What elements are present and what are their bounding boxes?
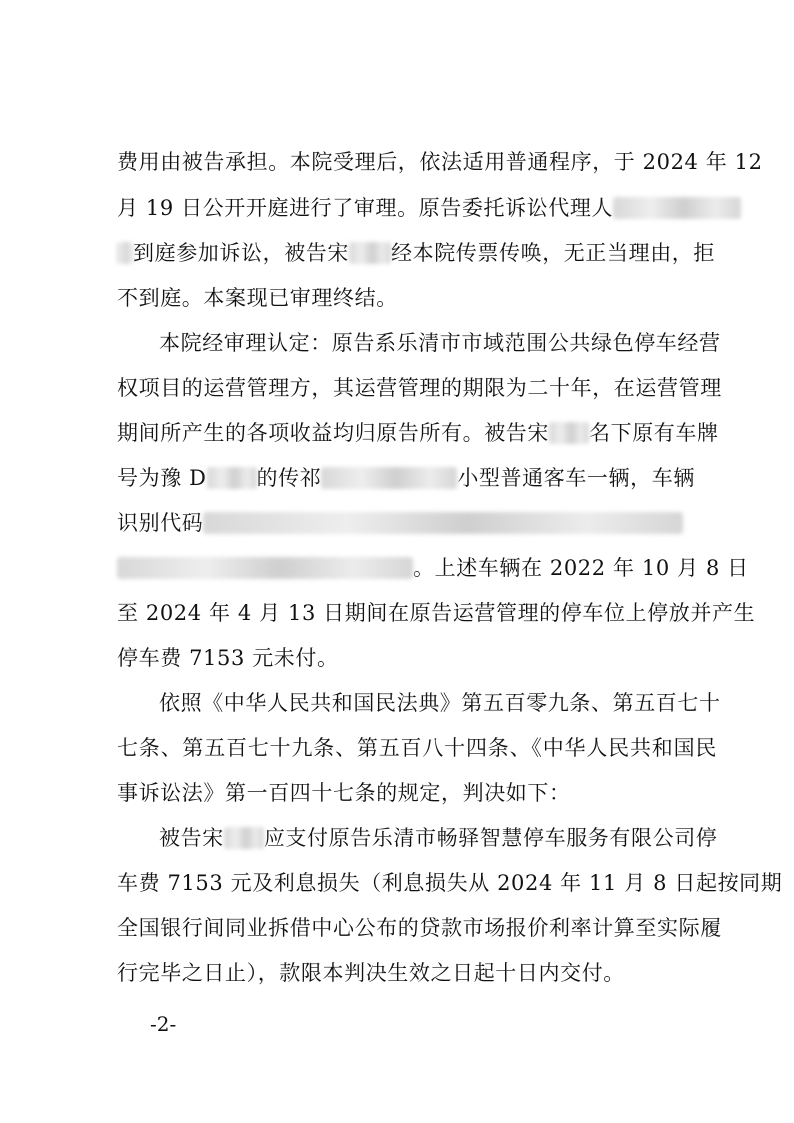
text-segment: 期间所产生的各项收益均归原告所有。被告宋: [117, 421, 549, 445]
redacted-plate: [207, 467, 257, 489]
redacted-name: [613, 197, 741, 219]
text-line: [117, 238, 717, 268]
text-line: 不到庭。本案现已审理终结。: [117, 286, 398, 310]
text-segment: 应支付原告乐清市畅驿智慧停车服务有限公司停: [263, 826, 718, 850]
redacted-name: [549, 422, 589, 444]
text-line: 事诉讼法》第一百四十七条的规定，判决如下：: [117, 781, 571, 805]
text-line: 车费 7153 元及利息损失（利息损失从 2024 年 11 月 8 日起按同期: [117, 871, 783, 895]
text-line: 依照《中华人民共和国民法典》第五百零九条、第五百七十: [159, 691, 721, 715]
text-line: 七条、第五百七十九条、第五百八十四条、《中华人民共和国民: [117, 736, 717, 760]
text-line: 费用由被告承担。本院受理后，依法适用普通程序，于 2024 年 12: [117, 150, 763, 174]
page-number: -2-: [150, 1012, 177, 1036]
redacted-detail: [117, 557, 413, 579]
text-segment: 小型普通客车一辆，车辆: [457, 466, 695, 490]
redacted-vin: [203, 512, 683, 534]
text-line: 至 2024 年 4 月 13 日期间在原告运营管理的停车位上停放并产生: [117, 601, 756, 625]
text-segment: 。上述车辆在 2022 年 10 月 8 日: [413, 556, 749, 580]
text-line: 全国银行间同业拆借中心公布的贷款市场报价利率计算至实际履: [117, 916, 722, 940]
text-segment: 名下原有车牌: [589, 421, 719, 445]
text-line: [159, 823, 717, 853]
text-line: [117, 508, 717, 538]
redacted-name: [117, 242, 133, 264]
text-segment: 号为豫 D: [117, 466, 207, 490]
text-line: 权项目的运营管理方，其运营管理的期限为二十年，在运营管理: [117, 376, 722, 400]
redacted-vehicle: [321, 467, 457, 489]
text-segment: 识别代码: [117, 511, 204, 535]
text-segment: 被告宋: [159, 826, 224, 850]
text-segment: 月 19 日公开开庭进行了审理。原告委托诉讼代理人: [117, 196, 614, 220]
text-segment: 的传祁: [256, 466, 322, 490]
text-line: 本院经审理认定：原告系乐清市市域范围公共绿色停车经营: [159, 331, 721, 355]
redacted-name: [224, 827, 264, 849]
text-segment: 经本院传票传唤，无正当理由，拒: [391, 241, 715, 265]
text-line: 行完毕之日止），款限本判决生效之日起十日内交付。: [117, 961, 625, 985]
text-line: [117, 553, 749, 583]
text-segment: 到庭参加诉讼，被告宋: [133, 241, 349, 265]
text-line: [117, 193, 717, 223]
text-line: 停车费 7153 元未付。: [117, 646, 339, 670]
text-line: [117, 463, 717, 493]
text-line: [117, 418, 717, 448]
redacted-name: [349, 242, 391, 264]
